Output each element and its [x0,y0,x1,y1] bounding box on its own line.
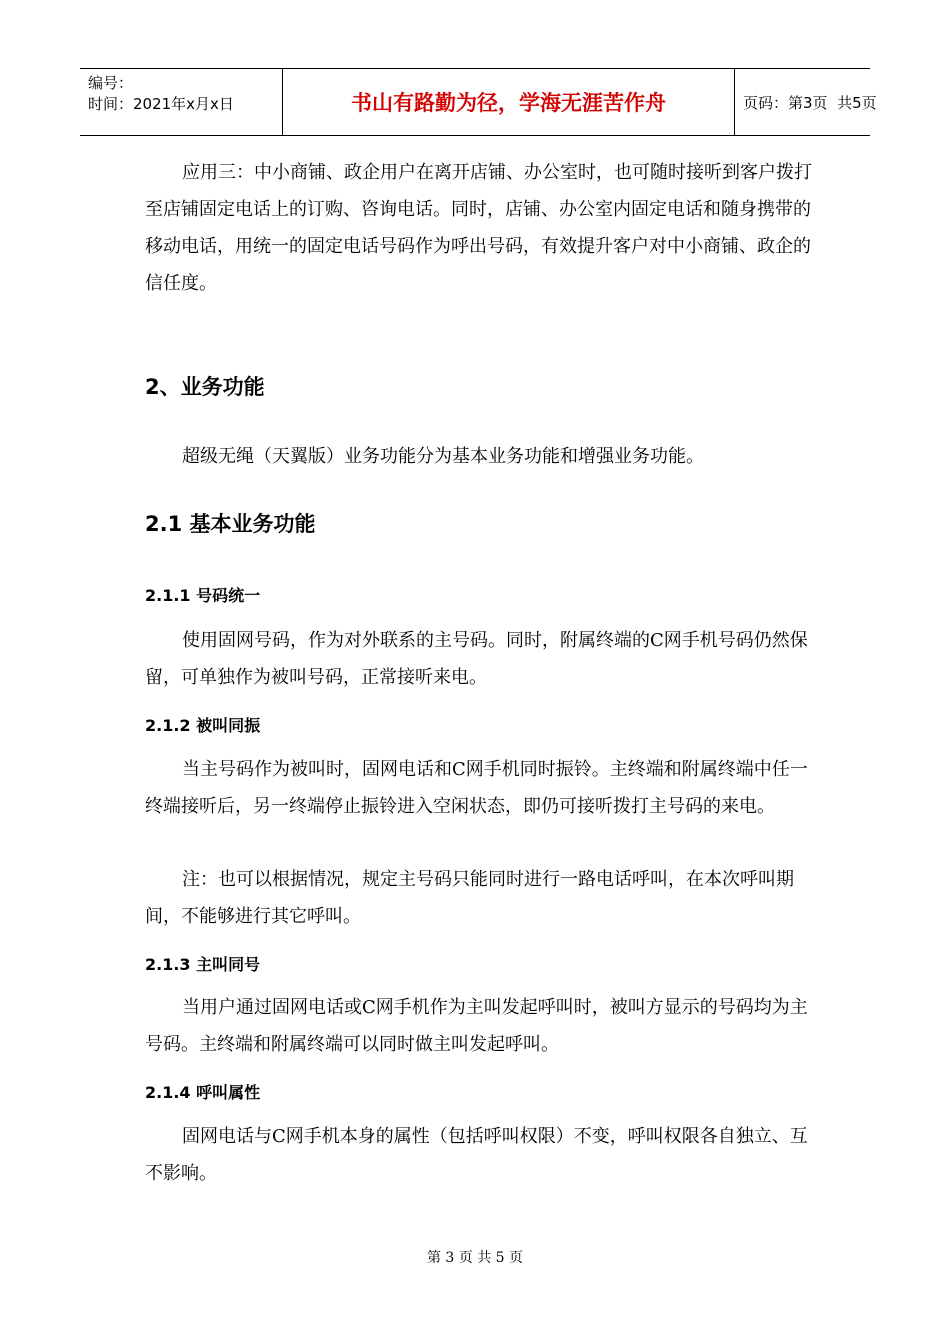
section-2-1-heading: 2.1 基本业务功能 [145,512,316,536]
doc-number-label: 编号： [88,74,134,92]
section-2-1-3-heading: 2.1.3 主叫同号 [145,955,261,974]
header-meta [80,69,282,135]
section-2-1-2-note: 注：也可以根据情况，规定主号码只能同时进行一路电话呼叫，在本次呼叫期间，不能够进行其它呼叫。 [145,869,794,927]
section-2-1-2-heading: 2.1.2 被叫同振 [145,716,261,735]
section-2-1-1-text: 使用固网号码，作为对外联系的主号码。同时，附属终端的C网手机号码仍然保留，可单独作为被叫号码，正常接听来电。 [145,630,808,688]
doc-time-label: 时间：2021年x月x日 [88,95,234,113]
application-3-paragraph: 应用三：中小商铺、政企用户在离开店铺、办公室时，也可随时接听到客户拨打至店铺固定电话上的订购、咨询电话。同时，店铺、办公室内固定电话和随身携带的移动电话，用统一的固定电话号码作为呼出号码，有效提升客户对中小商铺、政企的信任度。 [145,162,812,294]
section-2-1-4-heading: 2.1.4 呼叫属性 [145,1083,261,1102]
section-2-1-1-heading: 2.1.1 号码统一 [145,586,261,605]
header-page-info [735,69,877,135]
section-2-1-2-text: 当主号码作为被叫时，固网电话和C网手机同时振铃。主终端和附属终端中任一终端接听后，另一终端停止振铃进入空闲状态，即仍可接听拨打主号码的来电。 [145,759,808,817]
section-2-1-4-text: 固网电话与C网手机本身的属性（包括呼叫权限）不变，呼叫权限各自独立、互不影响。 [145,1126,808,1184]
page-header [80,68,877,136]
header-motto: 书山有路勤为径，学海无涯苦作舟 [282,69,735,135]
section-2-intro: 超级无绳（天翼版）业务功能分为基本业务功能和增强业务功能。 [182,446,704,467]
section-2-heading: 2、业务功能 [145,375,265,399]
section-2-1-3-text: 当用户通过固网电话或C网手机作为主叫发起呼叫时，被叫方显示的号码均为主号码。主终端和附属终端可以同时做主叫发起呼叫。 [145,997,808,1055]
page-info-text: 页码：第3页 共5页 [743,93,877,112]
page-footer: 第 3 页 共 5 页 [426,1250,524,1266]
